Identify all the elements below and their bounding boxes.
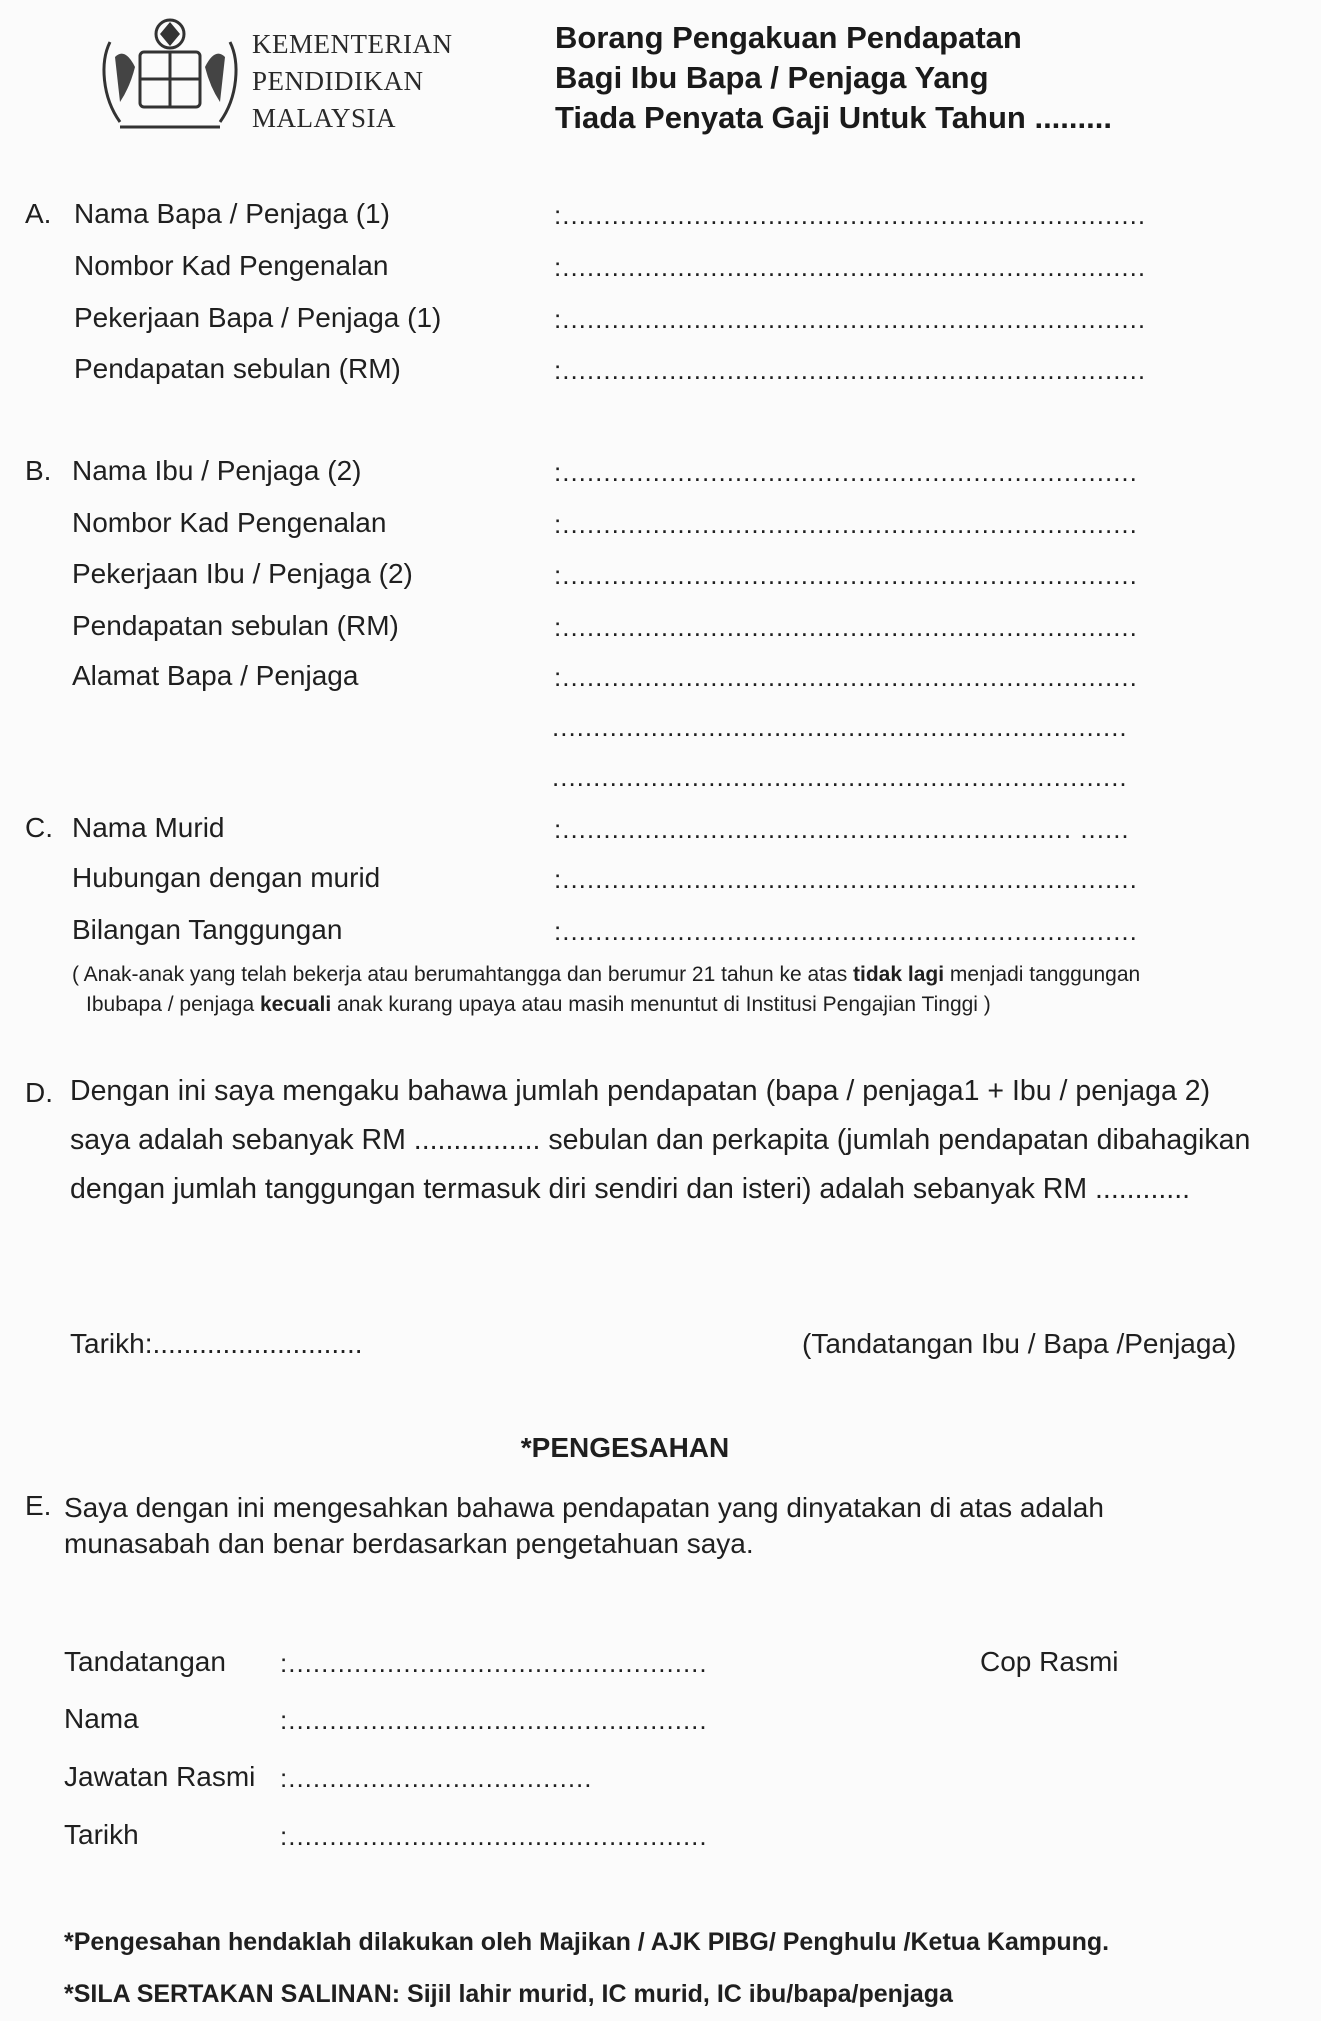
relationship-field[interactable]: :......................................................................	[554, 864, 1138, 894]
verifier-name-label: Nama	[64, 1703, 139, 1734]
verifier-position-field[interactable]: :.....................................	[280, 1763, 593, 1793]
father-job-field[interactable]: :.......................................................................	[554, 304, 1147, 334]
note-emphasis: tidak lagi	[853, 963, 945, 986]
father-name-field[interactable]: :.......................................................................	[554, 200, 1147, 230]
mother-income-label: Pendapatan sebulan (RM)	[72, 610, 399, 641]
father-name-label: Nama Bapa / Penjaga (1)	[74, 198, 390, 229]
parent-signature-label: (Tandatangan Ibu / Bapa /Penjaga)	[802, 1328, 1237, 1359]
dependents-label: Bilangan Tanggungan	[72, 914, 343, 945]
address-line-2[interactable]: ......................................................................	[552, 712, 1128, 742]
income-declaration	[70, 1067, 1295, 1214]
form-title-line: Borang Pengakuan Pendapatan	[555, 20, 1022, 55]
mother-job-field[interactable]: :......................................................................	[554, 560, 1138, 590]
father-ic-field[interactable]: :.......................................................................	[554, 252, 1147, 282]
address-label: Alamat Bapa / Penjaga	[72, 660, 359, 691]
verification-heading: *PENGESAHAN	[520, 1432, 730, 1463]
note-text: anak kurang upaya atau masih menuntut di Institusi Pengajian Tinggi )	[331, 993, 991, 1016]
form-title	[555, 18, 1112, 138]
father-job-label: Pekerjaan Bapa / Penjaga (1)	[74, 302, 442, 333]
section-b-letter: B.	[25, 455, 52, 486]
mother-income-field[interactable]: :......................................................................	[554, 612, 1138, 642]
note-text: Ibubapa / penjaga	[86, 993, 260, 1016]
dependents-field[interactable]: :......................................................................	[554, 916, 1138, 946]
ministry-name	[252, 26, 452, 137]
verifier-name-field[interactable]: :...................................................	[280, 1705, 708, 1735]
ministry-crest-logo	[90, 12, 250, 142]
father-income-label: Pendapatan sebulan (RM)	[74, 353, 401, 384]
note-emphasis: kecuali	[260, 993, 332, 1016]
section-e-letter: E.	[25, 1490, 52, 1521]
father-ic-label: Nombor Kad Pengenalan	[74, 250, 389, 281]
father-income-field[interactable]: :.......................................................................	[554, 355, 1147, 385]
note-text: ( Anak-anak yang telah bekerja atau berumahtangga dan berumur 21 tahun ke atas	[72, 963, 854, 986]
student-name-label: Nama Murid	[72, 812, 225, 843]
section-a-letter: A.	[25, 198, 52, 229]
verifier-date-field[interactable]: :...................................................	[280, 1821, 708, 1851]
mother-name-label: Nama Ibu / Penjaga (2)	[72, 455, 362, 486]
official-stamp-label: Cop Rasmi	[980, 1646, 1119, 1677]
declaration-line: dengan jumlah tanggungan termasuk diri sendiri dan isteri) adalah sebanyak RM ............	[70, 1173, 1191, 1205]
student-name-field[interactable]: :.............................................................. ......	[554, 814, 1130, 844]
declaration-line: Dengan ini saya mengaku bahawa jumlah pendapatan (bapa / penjaga1 + Ibu / penjaga 2)	[70, 1075, 1211, 1107]
mother-job-label: Pekerjaan Ibu / Penjaga (2)	[72, 558, 413, 589]
declaration-date-field[interactable]: Tarikh:...........................	[70, 1328, 363, 1359]
mother-name-field[interactable]: :......................................................................	[554, 457, 1138, 487]
verifier-signature-field[interactable]: :...................................................	[280, 1648, 708, 1678]
form-title-line: Tiada Penyata Gaji Untuk Tahun .........	[555, 100, 1112, 135]
ministry-line: MALAYSIA	[252, 103, 397, 133]
section-d-letter: D.	[25, 1077, 53, 1108]
verification-text: Saya dengan ini mengesahkan bahawa pendapatan yang dinyatakan di atas adalah munasabah dan benar berdasarkan pengetahuan saya.	[64, 1492, 1104, 1559]
ministry-line: KEMENTERIAN	[252, 29, 453, 59]
ministry-line: PENDIDIKAN	[252, 66, 424, 96]
relationship-label: Hubungan dengan murid	[72, 862, 381, 893]
section-c-letter: C.	[25, 812, 53, 843]
note-text: menjadi tanggungan	[944, 963, 1141, 986]
address-field[interactable]: :......................................................................	[554, 662, 1138, 692]
form-title-line: Bagi Ibu Bapa / Penjaga Yang	[555, 60, 989, 95]
attachment-footnote: *SILA SERTAKAN SALINAN: Sijil lahir murid, IC murid, IC ibu/bapa/penjaga	[64, 1980, 953, 2008]
address-line-3[interactable]: ......................................................................	[552, 762, 1128, 792]
mother-ic-field[interactable]: :......................................................................	[554, 509, 1138, 539]
verifier-date-label: Tarikh	[64, 1819, 139, 1850]
dependents-note	[72, 960, 1287, 1020]
verifier-signature-label: Tandatangan	[64, 1646, 226, 1677]
declaration-line: saya adalah sebanyak RM ................ sebulan dan perkapita (jumlah pendapatan dibahagikan	[70, 1124, 1251, 1156]
verifier-position-label: Jawatan Rasmi	[64, 1761, 256, 1792]
verification-footnote: *Pengesahan hendaklah dilakukan oleh Majikan / AJK PIBG/ Penghulu /Ketua Kampung.	[64, 1928, 1110, 1956]
mother-ic-label: Nombor Kad Pengenalan	[72, 507, 387, 538]
